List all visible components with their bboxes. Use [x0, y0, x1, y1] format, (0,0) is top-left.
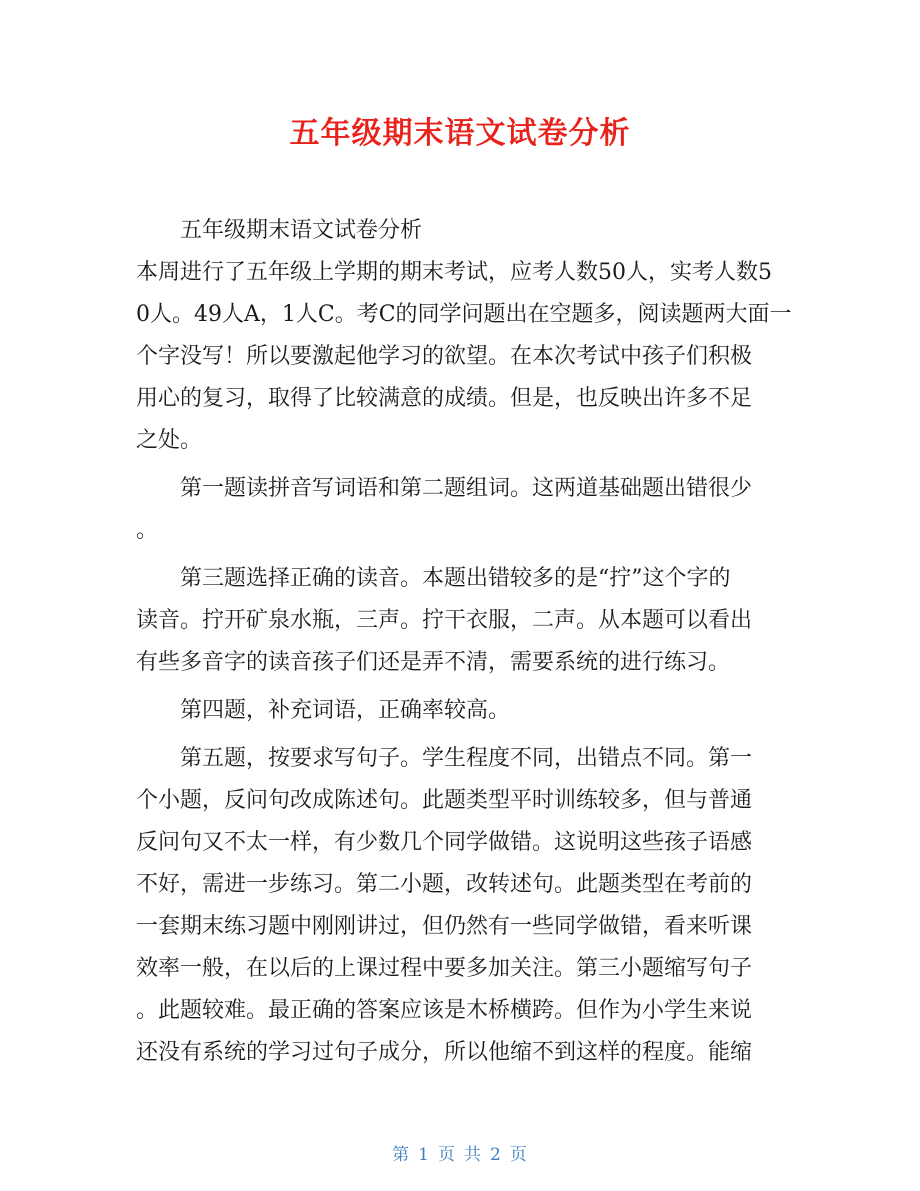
document-title: 五年级期末语文试卷分析: [289, 116, 631, 151]
body-line: 第五题，按要求写句子。学生程度不同，出错点不同。第一: [180, 746, 753, 771]
footer-current-page: 1: [418, 1145, 430, 1165]
body-line: 反问句又不太一样，有少数几个同学做错。这说明这些孩子语感: [136, 830, 753, 855]
body-line: 之处。: [136, 428, 203, 453]
body-line: 不好，需进一步练习。第二小题，改转述句。此题类型在考前的: [136, 872, 753, 897]
page-footer: [0, 1140, 920, 1165]
footer-total-pages: 2: [490, 1145, 502, 1165]
body-line: 一套期末练习题中刚刚讲过，但仍然有一些同学做错，看来听课: [136, 914, 753, 939]
footer-page-label: 第: [392, 1145, 411, 1165]
document-body: [136, 210, 792, 1074]
body-line: 效率一般，在以后的上课过程中要多加关注。第三小题缩写句子: [136, 956, 753, 981]
body-line: 。此题较难。最正确的答案应该是木桥横跨。但作为小学生来说: [136, 998, 753, 1023]
body-line: 。: [136, 518, 159, 543]
footer-total-label: 共: [464, 1145, 482, 1165]
body-line: 个字没写！所以要激起他学习的欲望。在本次考试中孩子们积极: [136, 344, 753, 369]
body-line: 有些多音字的读音孩子们还是弄不清，需要系统的进行练习。: [136, 650, 731, 675]
body-line: 第四题，补充词语，正确率较高。: [180, 698, 511, 723]
body-line: 用心的复习，取得了比较满意的成绩。但是，也反映出许多不足: [136, 386, 753, 411]
body-line: 本周进行了五年级上学期的期末考试，应考人数50人，实考人数5: [136, 260, 772, 285]
body-line: 个小题，反问句改成陈述句。此题类型平时训练较多，但与普通: [136, 788, 753, 813]
body-line: 0人。49人A，1人C。考C的同学问题出在空题多，阅读题两大面一: [136, 302, 792, 327]
body-line: 读音。拧开矿泉水瓶，三声。拧干衣服，二声。从本题可以看出: [136, 608, 753, 633]
footer-page-unit: 页: [438, 1145, 456, 1165]
body-line-heading: 五年级期末语文试卷分析: [180, 218, 423, 243]
body-line: 第三题选择正确的读音。本题出错较多的是“拧”这个字的: [180, 566, 731, 591]
footer-total-unit: 页: [509, 1145, 528, 1165]
body-line: 还没有系统的学习过句子成分，所以他缩不到这样的程度。能缩: [136, 1040, 753, 1065]
body-line: 第一题读拼音写词语和第二题组词。这两道基础题出错很少: [180, 476, 753, 501]
